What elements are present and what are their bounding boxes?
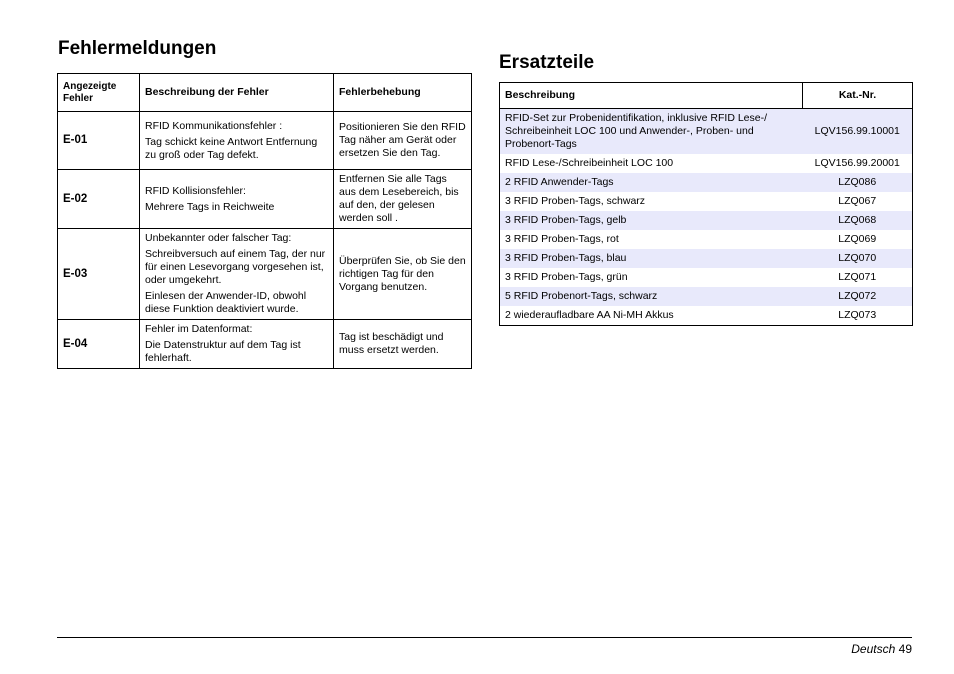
- part-description: 3 RFID Proben-Tags, gelb: [500, 211, 803, 230]
- page-number: 49: [898, 642, 912, 656]
- error-code: E-04: [58, 320, 140, 369]
- error-remedy: Positionieren Sie den RFID Tag näher am Gerät oder ersetzen Sie den Tag.: [334, 112, 472, 170]
- error-description: [140, 112, 334, 170]
- table-row: [58, 112, 472, 170]
- column-header-description: Beschreibung der Fehler: [140, 74, 334, 112]
- table-row: [500, 154, 913, 173]
- table-row: [500, 173, 913, 192]
- part-catalog-number: LZQ071: [803, 268, 913, 287]
- footer-divider: [57, 637, 912, 638]
- part-catalog-number: LZQ072: [803, 287, 913, 306]
- error-description: [140, 229, 334, 320]
- table-row: [500, 192, 913, 211]
- part-catalog-number: LZQ070: [803, 249, 913, 268]
- table-row: [58, 170, 472, 229]
- table-row: [500, 287, 913, 306]
- footer-language: Deutsch: [851, 642, 896, 656]
- description-line: Fehler im Datenformat:: [145, 323, 253, 335]
- error-description: [140, 320, 334, 369]
- table-header-row: [58, 74, 472, 112]
- error-description: [140, 170, 334, 229]
- table-row: [500, 230, 913, 249]
- table-header-row: [500, 83, 913, 109]
- parts-title: Ersatzteile: [499, 52, 595, 73]
- error-remedy: Entfernen Sie alle Tags aus dem Lesebereich, bis auf den, der gelesen werden soll .: [334, 170, 472, 229]
- part-description: 3 RFID Proben-Tags, schwarz: [500, 192, 803, 211]
- column-header-catalog-number: Kat.-Nr.: [803, 83, 913, 109]
- error-remedy: Überprüfen Sie, ob Sie den richtigen Tag für den Vorgang benutzen.: [334, 229, 472, 320]
- part-description: 3 RFID Proben-Tags, rot: [500, 230, 803, 249]
- table-row: [500, 109, 913, 155]
- description-line: RFID Kommunikationsfehler :: [145, 119, 283, 132]
- table-row: [500, 249, 913, 268]
- description-line: Tag schickt keine Antwort Entfernung zu groß oder Tag defekt.: [145, 135, 318, 161]
- part-description: 2 RFID Anwender-Tags: [500, 173, 803, 192]
- part-catalog-number: LZQ086: [803, 173, 913, 192]
- page-footer: [851, 642, 912, 656]
- error-remedy: Tag ist beschädigt und muss ersetzt werden.: [334, 320, 472, 369]
- error-code: E-01: [58, 112, 140, 170]
- table-row: [58, 229, 472, 320]
- description-line: Unbekannter oder falscher Tag:: [145, 232, 292, 244]
- part-catalog-number: LZQ069: [803, 230, 913, 249]
- part-catalog-number: LQV156.99.10001: [803, 109, 913, 155]
- column-header-description: Beschreibung: [500, 83, 803, 109]
- part-catalog-number: LZQ067: [803, 192, 913, 211]
- errors-title: Fehlermeldungen: [58, 38, 217, 59]
- part-description: 2 wiederaufladbare AA Ni-MH Akkus: [500, 306, 803, 326]
- part-description: RFID Lese-/Schreibeinheit LOC 100: [500, 154, 803, 173]
- part-description: 3 RFID Proben-Tags, blau: [500, 249, 803, 268]
- error-messages-table: [57, 73, 472, 369]
- description-line: RFID Kollisionsfehler:: [145, 184, 246, 197]
- description-line: Einlesen der Anwender-ID, obwohl diese Funktion deaktiviert wurde.: [145, 290, 307, 315]
- description-line: Schreibversuch auf einem Tag, der nur für einen Lesevorgang vorgesehen ist, oder umgekehrt.: [145, 248, 326, 286]
- part-description: RFID-Set zur Probenidentifikation, inklusive RFID Lese-/ Schreibeinheit LOC 100 und Anwender-, Proben- und Probenort-Tags: [500, 109, 803, 155]
- part-description: 3 RFID Proben-Tags, grün: [500, 268, 803, 287]
- column-header-remedy: Fehlerbehebung: [334, 74, 472, 112]
- description-line: Mehrere Tags in Reichweite: [145, 200, 275, 213]
- spare-parts-table: [499, 82, 913, 326]
- error-code: E-02: [58, 170, 140, 229]
- table-row: [58, 320, 472, 369]
- part-description: 5 RFID Probenort-Tags, schwarz: [500, 287, 803, 306]
- part-catalog-number: LZQ073: [803, 306, 913, 326]
- description-line: Die Datenstruktur auf dem Tag ist fehlerhaft.: [145, 339, 301, 364]
- table-row: [500, 306, 913, 326]
- part-catalog-number: LZQ068: [803, 211, 913, 230]
- table-row: [500, 211, 913, 230]
- table-row: [500, 268, 913, 287]
- error-code: E-03: [58, 229, 140, 320]
- part-catalog-number: LQV156.99.20001: [803, 154, 913, 173]
- column-header-code: Angezeigte Fehler: [58, 74, 140, 112]
